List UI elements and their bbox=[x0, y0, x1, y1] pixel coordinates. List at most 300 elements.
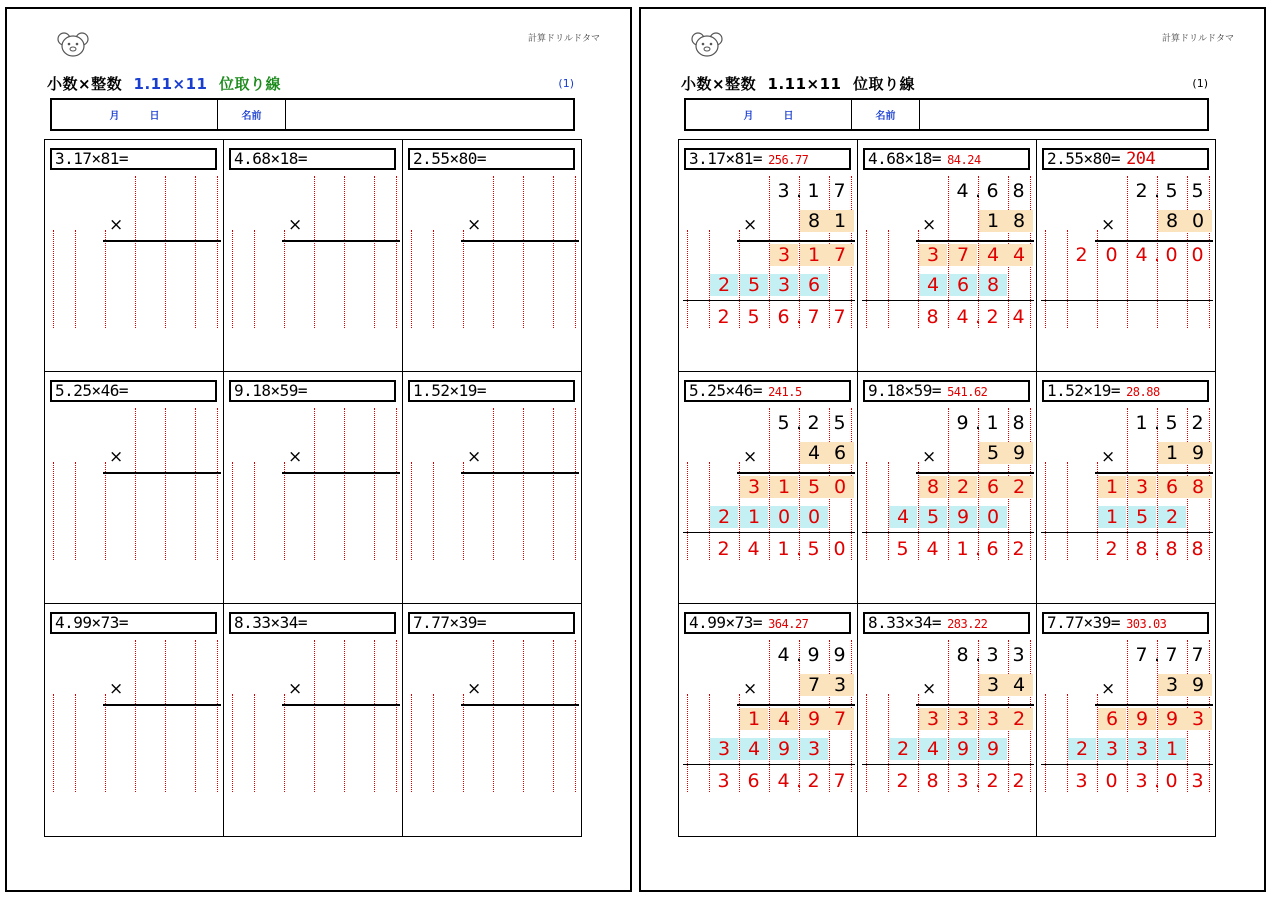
partial-product-digit: 5 bbox=[740, 274, 768, 296]
place-value-guide bbox=[553, 408, 554, 560]
partial-product-digit: 4 bbox=[770, 708, 798, 730]
times-sign: × bbox=[1101, 447, 1116, 467]
partial-product-digit: 4 bbox=[919, 738, 947, 760]
place-value-guide bbox=[1045, 462, 1046, 560]
partial-product-digit: 3 bbox=[740, 476, 768, 498]
partial-product-digit: 0 bbox=[1191, 244, 1204, 266]
place-value-guide bbox=[433, 462, 434, 560]
partial-product-digit: 1 bbox=[740, 708, 768, 730]
decimal-point: . bbox=[974, 180, 982, 202]
result-digit: 4 bbox=[1012, 306, 1025, 328]
result-digit: 8 bbox=[1191, 538, 1204, 560]
sum-line bbox=[683, 532, 855, 533]
expression-text: 3.17×81= bbox=[55, 149, 129, 168]
place-value-guide bbox=[866, 462, 867, 560]
page-number: (1) bbox=[558, 77, 574, 90]
place-value-guide bbox=[314, 176, 315, 328]
place-value-guide bbox=[553, 176, 554, 328]
result-digit: 2 bbox=[1012, 538, 1025, 560]
times-sign: × bbox=[467, 215, 482, 235]
partial-product-digit: 3 bbox=[979, 708, 1007, 730]
product-line bbox=[461, 704, 579, 706]
partial-product-digit: 9 bbox=[800, 708, 828, 730]
partial-product-digit: 3 bbox=[919, 244, 947, 266]
partial-product-digit: 0 bbox=[800, 506, 828, 528]
worksheet-title bbox=[681, 73, 915, 94]
result-digit: 4 bbox=[956, 306, 969, 328]
place-value-guide bbox=[888, 230, 889, 328]
title-level: 1.11×11 bbox=[767, 75, 842, 93]
partial-product-digit: 0 bbox=[979, 506, 1007, 528]
result-digit: 6 bbox=[747, 770, 760, 792]
problem-cell bbox=[403, 604, 582, 836]
times-sign: × bbox=[922, 679, 937, 699]
multiplicand-digit: 7 bbox=[1135, 644, 1148, 666]
place-value-guide bbox=[1067, 462, 1068, 560]
multiplier-digit: 8 bbox=[1005, 210, 1033, 232]
bear-logo-icon bbox=[57, 31, 89, 61]
result-digit: 4 bbox=[926, 538, 939, 560]
result-digit: 3 bbox=[1191, 770, 1204, 792]
multiplicand-digit: 3 bbox=[1012, 644, 1025, 666]
worksheet-title bbox=[47, 73, 281, 94]
decimal-point: . bbox=[974, 770, 982, 792]
partial-product-digit: 1 bbox=[1098, 476, 1126, 498]
partial-product-digit: 4 bbox=[889, 506, 917, 528]
multiplier-digit: 9 bbox=[1184, 674, 1212, 696]
multiplier-digit: 3 bbox=[979, 674, 1007, 696]
expression-text: 3.17×81= bbox=[689, 149, 763, 168]
place-value-guide bbox=[575, 176, 576, 328]
sum-line bbox=[862, 532, 1034, 533]
partial-product-digit: 3 bbox=[770, 274, 798, 296]
multiplicand-digit: 5 bbox=[833, 412, 846, 434]
problem-expression bbox=[50, 380, 217, 402]
partial-product-digit: 2 bbox=[710, 506, 738, 528]
problem-cell bbox=[224, 604, 403, 836]
multiplicand-digit: 7 bbox=[1191, 644, 1204, 666]
result-digit: 2 bbox=[1105, 538, 1118, 560]
result-digit: 2 bbox=[807, 770, 820, 792]
times-sign: × bbox=[467, 679, 482, 699]
problem-cell bbox=[45, 604, 224, 836]
partial-product-digit: 0 bbox=[1105, 244, 1118, 266]
sum-line bbox=[683, 764, 855, 765]
sum-line bbox=[862, 764, 1034, 765]
multiplier-digit: 9 bbox=[1005, 442, 1033, 464]
partial-product-digit: 7 bbox=[826, 708, 854, 730]
expression-text: 1.52×19= bbox=[413, 381, 487, 400]
partial-product-digit: 2 bbox=[949, 476, 977, 498]
result-digit: 7 bbox=[833, 306, 846, 328]
product-line bbox=[737, 704, 855, 706]
problem-expression bbox=[684, 148, 851, 170]
sum-line bbox=[1041, 300, 1213, 301]
result-digit: 1 bbox=[777, 538, 790, 560]
problem-expression bbox=[863, 380, 1030, 402]
expression-text: 5.25×46= bbox=[689, 381, 763, 400]
result-digit: 0 bbox=[833, 538, 846, 560]
problem-expression bbox=[408, 612, 575, 634]
problem-cell bbox=[1037, 604, 1216, 836]
times-sign: × bbox=[743, 215, 758, 235]
expression-text: 8.33×34= bbox=[868, 613, 942, 632]
multiplicand-digit: 4 bbox=[777, 644, 790, 666]
multiplicand-digit: 9 bbox=[956, 412, 969, 434]
brand-label: 計算ドリルドタマ bbox=[1161, 34, 1234, 44]
name-field[interactable] bbox=[286, 100, 573, 129]
decimal-point: . bbox=[795, 412, 803, 434]
times-sign: × bbox=[109, 215, 124, 235]
partial-product-digit: 6 bbox=[949, 274, 977, 296]
partial-product-digit: 4 bbox=[979, 244, 1007, 266]
place-value-guide bbox=[553, 640, 554, 792]
problem-expression bbox=[229, 148, 396, 170]
partial-product-digit: 7 bbox=[949, 244, 977, 266]
place-value-guide bbox=[135, 640, 136, 792]
result-digit: 7 bbox=[807, 306, 820, 328]
problem-expression bbox=[229, 612, 396, 634]
place-value-guide bbox=[217, 408, 218, 560]
partial-product-digit: 3 bbox=[1128, 738, 1156, 760]
partial-product-digit: 3 bbox=[770, 244, 798, 266]
times-sign: × bbox=[1101, 679, 1116, 699]
times-sign: × bbox=[922, 447, 937, 467]
product-line bbox=[737, 240, 855, 242]
problem-cell bbox=[858, 372, 1037, 604]
place-value-guide bbox=[374, 408, 375, 560]
problem-expression bbox=[50, 612, 217, 634]
place-value-guide bbox=[1067, 230, 1068, 328]
multiplicand-digit: 5 bbox=[1191, 180, 1204, 202]
partial-product-digit: 8 bbox=[1184, 476, 1212, 498]
expression-text: 2.55×80= bbox=[1047, 149, 1121, 168]
title-topic: 小数×整数 bbox=[681, 75, 757, 93]
expression-text: 4.99×73= bbox=[55, 613, 129, 632]
answer-text: 28.88 bbox=[1126, 385, 1160, 399]
place-value-guide bbox=[314, 408, 315, 560]
decimal-point: . bbox=[974, 412, 982, 434]
name-label: 名前 bbox=[852, 100, 920, 129]
place-value-guide bbox=[433, 694, 434, 792]
title-level: 1.11×11 bbox=[133, 75, 208, 93]
partial-product-digit: 8 bbox=[979, 274, 1007, 296]
product-line bbox=[103, 704, 221, 706]
times-sign: × bbox=[109, 447, 124, 467]
result-digit: 8 bbox=[1135, 538, 1148, 560]
day-label: 日 bbox=[149, 111, 160, 122]
problem-cell bbox=[858, 604, 1037, 836]
place-value-guide bbox=[53, 230, 54, 328]
place-value-guide bbox=[1045, 230, 1046, 328]
partial-product-digit: 2 bbox=[1005, 708, 1033, 730]
multiplier-digit: 5 bbox=[979, 442, 1007, 464]
result-digit: 5 bbox=[896, 538, 909, 560]
multiplicand-digit: 1 bbox=[1135, 412, 1148, 434]
problem-cell bbox=[45, 372, 224, 604]
problem-expression bbox=[408, 380, 575, 402]
place-value-guide bbox=[523, 176, 524, 328]
answer-text: 84.24 bbox=[947, 153, 981, 167]
decimal-point: . bbox=[795, 644, 803, 666]
answer-grid bbox=[678, 139, 1216, 837]
place-value-guide bbox=[284, 230, 285, 328]
times-sign: × bbox=[288, 679, 303, 699]
partial-product-digit: 0 bbox=[826, 476, 854, 498]
partial-product-digit: 1 bbox=[800, 244, 828, 266]
decimal-point: . bbox=[1153, 644, 1161, 666]
place-value-guide bbox=[687, 230, 688, 328]
partial-product-digit: 2 bbox=[710, 274, 738, 296]
multiplicand-digit: 8 bbox=[1012, 180, 1025, 202]
result-digit: 8 bbox=[1165, 538, 1178, 560]
place-value-guide bbox=[433, 230, 434, 328]
multiplier-digit: 8 bbox=[1158, 210, 1186, 232]
place-value-guide bbox=[1209, 176, 1210, 328]
multiplicand-digit: 2 bbox=[1135, 180, 1148, 202]
result-digit: 5 bbox=[807, 538, 820, 560]
place-value-guide bbox=[254, 694, 255, 792]
product-line bbox=[103, 472, 221, 474]
place-value-guide bbox=[284, 462, 285, 560]
multiplicand-digit: 3 bbox=[777, 180, 790, 202]
partial-product-digit: 3 bbox=[919, 708, 947, 730]
result-digit: 6 bbox=[986, 538, 999, 560]
times-sign: × bbox=[1101, 215, 1116, 235]
partial-product-digit: 2 bbox=[1068, 738, 1096, 760]
place-value-guide bbox=[105, 694, 106, 792]
sum-line bbox=[1041, 764, 1213, 765]
partial-product-digit: 8 bbox=[919, 476, 947, 498]
problem-cell bbox=[1037, 140, 1216, 372]
partial-product-digit: 1 bbox=[740, 506, 768, 528]
result-digit: 2 bbox=[986, 306, 999, 328]
title-topic: 小数×整数 bbox=[47, 75, 123, 93]
place-value-guide bbox=[493, 640, 494, 792]
multiplier-digit: 3 bbox=[826, 674, 854, 696]
problem-grid bbox=[44, 139, 582, 837]
place-value-guide bbox=[396, 176, 397, 328]
partial-product-digit: 9 bbox=[1128, 708, 1156, 730]
product-line bbox=[1095, 704, 1213, 706]
problem-cell bbox=[679, 604, 858, 836]
problem-expression bbox=[863, 148, 1030, 170]
problem-cell bbox=[403, 372, 582, 604]
partial-product-digit: 2 bbox=[1158, 506, 1186, 528]
partial-product-digit: 0 bbox=[1165, 244, 1178, 266]
place-value-guide bbox=[344, 176, 345, 328]
place-value-guide bbox=[135, 176, 136, 328]
result-digit: 0 bbox=[1165, 770, 1178, 792]
problem-expression bbox=[50, 148, 217, 170]
times-sign: × bbox=[743, 679, 758, 699]
expression-text: 4.99×73= bbox=[689, 613, 763, 632]
decimal-point: . bbox=[795, 538, 803, 560]
multiplicand-digit: 8 bbox=[1012, 412, 1025, 434]
place-value-guide bbox=[254, 462, 255, 560]
partial-product-digit: 4 bbox=[740, 738, 768, 760]
multiplier-digit: 6 bbox=[826, 442, 854, 464]
problem-cell bbox=[403, 140, 582, 372]
place-value-guide bbox=[165, 408, 166, 560]
name-label: 名前 bbox=[218, 100, 286, 129]
multiplicand-digit: 5 bbox=[1165, 412, 1178, 434]
decimal-point: . bbox=[974, 644, 982, 666]
partial-product-digit: 3 bbox=[710, 738, 738, 760]
product-line bbox=[737, 472, 855, 474]
partial-product-digit: 1 bbox=[1098, 506, 1126, 528]
name-date-box bbox=[684, 98, 1209, 131]
result-digit: 3 bbox=[956, 770, 969, 792]
partial-product-digit: 3 bbox=[1098, 738, 1126, 760]
product-line bbox=[461, 472, 579, 474]
place-value-guide bbox=[463, 694, 464, 792]
expression-text: 1.52×19= bbox=[1047, 381, 1121, 400]
decimal-point: . bbox=[974, 538, 982, 560]
partial-product-digit: 5 bbox=[919, 506, 947, 528]
multiplicand-digit: 4 bbox=[956, 180, 969, 202]
place-value-guide bbox=[411, 694, 412, 792]
product-line bbox=[282, 704, 400, 706]
answer-text: 241.5 bbox=[768, 385, 802, 399]
answer-text: 204 bbox=[1126, 149, 1156, 169]
sum-line bbox=[683, 300, 855, 301]
partial-product-digit: 5 bbox=[1128, 506, 1156, 528]
partial-product-digit: 4 bbox=[1005, 244, 1033, 266]
multiplicand-digit: 3 bbox=[986, 644, 999, 666]
partial-product-digit: 0 bbox=[770, 506, 798, 528]
place-value-guide bbox=[523, 408, 524, 560]
multiplicand-digit: 8 bbox=[956, 644, 969, 666]
partial-product-digit: 9 bbox=[949, 738, 977, 760]
partial-product-digit: 2 bbox=[1005, 476, 1033, 498]
place-value-guide bbox=[195, 176, 196, 328]
times-sign: × bbox=[743, 447, 758, 467]
multiplicand-digit: 1 bbox=[986, 412, 999, 434]
sum-line bbox=[1041, 532, 1213, 533]
place-value-guide bbox=[195, 408, 196, 560]
place-value-guide bbox=[53, 694, 54, 792]
brand-label: 計算ドリルドタマ bbox=[527, 34, 600, 44]
place-value-guide bbox=[105, 462, 106, 560]
bear-logo-icon bbox=[691, 31, 723, 61]
place-value-guide bbox=[105, 230, 106, 328]
multiplier-digit: 9 bbox=[1184, 442, 1212, 464]
decimal-point: . bbox=[1153, 244, 1161, 266]
place-value-guide bbox=[411, 230, 412, 328]
place-value-guide bbox=[75, 230, 76, 328]
problem-expression bbox=[1042, 612, 1209, 634]
product-line bbox=[916, 704, 1034, 706]
answer-text: 283.22 bbox=[947, 617, 988, 631]
partial-product-digit: 9 bbox=[770, 738, 798, 760]
place-value-guide bbox=[396, 640, 397, 792]
place-value-guide bbox=[165, 176, 166, 328]
multiplier-digit: 1 bbox=[979, 210, 1007, 232]
problem-expression bbox=[229, 380, 396, 402]
month-label: 月 bbox=[743, 111, 754, 122]
result-digit: 6 bbox=[777, 306, 790, 328]
partial-product-digit: 1 bbox=[770, 476, 798, 498]
partial-product-digit: 3 bbox=[800, 738, 828, 760]
problem-cell bbox=[45, 140, 224, 372]
multiplicand-digit: 6 bbox=[986, 180, 999, 202]
place-value-guide bbox=[523, 640, 524, 792]
place-value-guide bbox=[75, 694, 76, 792]
partial-product-digit: 3 bbox=[1184, 708, 1212, 730]
partial-product-digit: 6 bbox=[800, 274, 828, 296]
multiplier-digit: 3 bbox=[1158, 674, 1186, 696]
partial-product-digit: 3 bbox=[949, 708, 977, 730]
expression-text: 8.33×34= bbox=[234, 613, 308, 632]
expression-text: 9.18×59= bbox=[868, 381, 942, 400]
product-line bbox=[1095, 472, 1213, 474]
place-value-guide bbox=[687, 462, 688, 560]
multiplier-digit: 7 bbox=[800, 674, 828, 696]
result-digit: 3 bbox=[717, 770, 730, 792]
result-digit: 1 bbox=[956, 538, 969, 560]
place-value-guide bbox=[575, 408, 576, 560]
place-value-guide bbox=[165, 640, 166, 792]
place-value-guide bbox=[195, 640, 196, 792]
place-value-guide bbox=[232, 694, 233, 792]
partial-product-digit: 4 bbox=[919, 274, 947, 296]
problem-cell bbox=[858, 140, 1037, 372]
result-digit: 3 bbox=[1135, 770, 1148, 792]
expression-text: 4.68×18= bbox=[234, 149, 308, 168]
problem-expression bbox=[1042, 148, 1209, 170]
result-digit: 8 bbox=[926, 306, 939, 328]
name-date-box bbox=[50, 98, 575, 131]
partial-product-digit: 6 bbox=[1158, 476, 1186, 498]
place-value-guide bbox=[217, 640, 218, 792]
problem-cell bbox=[679, 372, 858, 604]
partial-product-digit: 9 bbox=[1158, 708, 1186, 730]
name-field[interactable] bbox=[920, 100, 1207, 129]
times-sign: × bbox=[288, 447, 303, 467]
place-value-guide bbox=[284, 694, 285, 792]
problem-expression bbox=[1042, 380, 1209, 402]
place-value-guide bbox=[1187, 176, 1188, 328]
result-digit: 8 bbox=[926, 770, 939, 792]
multiplier-digit: 0 bbox=[1184, 210, 1212, 232]
result-digit: 0 bbox=[1105, 770, 1118, 792]
decimal-point: . bbox=[974, 306, 982, 328]
result-digit: 2 bbox=[896, 770, 909, 792]
multiplier-digit: 4 bbox=[1005, 674, 1033, 696]
problem-cell bbox=[1037, 372, 1216, 604]
decimal-point: . bbox=[795, 770, 803, 792]
place-value-guide bbox=[687, 694, 688, 792]
partial-product-digit: 5 bbox=[800, 476, 828, 498]
place-value-guide bbox=[493, 176, 494, 328]
multiplicand-digit: 9 bbox=[833, 644, 846, 666]
problem-cell bbox=[224, 372, 403, 604]
place-value-guide bbox=[135, 408, 136, 560]
place-value-guide bbox=[1127, 176, 1128, 328]
partial-product-digit: 2 bbox=[1075, 244, 1088, 266]
partial-product-digit: 2 bbox=[889, 738, 917, 760]
place-value-guide bbox=[232, 462, 233, 560]
expression-text: 2.55×80= bbox=[413, 149, 487, 168]
times-sign: × bbox=[288, 215, 303, 235]
expression-text: 7.77×39= bbox=[1047, 613, 1121, 632]
result-digit: 4 bbox=[777, 770, 790, 792]
place-value-guide bbox=[866, 694, 867, 792]
place-value-guide bbox=[374, 176, 375, 328]
expression-text: 4.68×18= bbox=[868, 149, 942, 168]
partial-product-digit: 9 bbox=[979, 738, 1007, 760]
